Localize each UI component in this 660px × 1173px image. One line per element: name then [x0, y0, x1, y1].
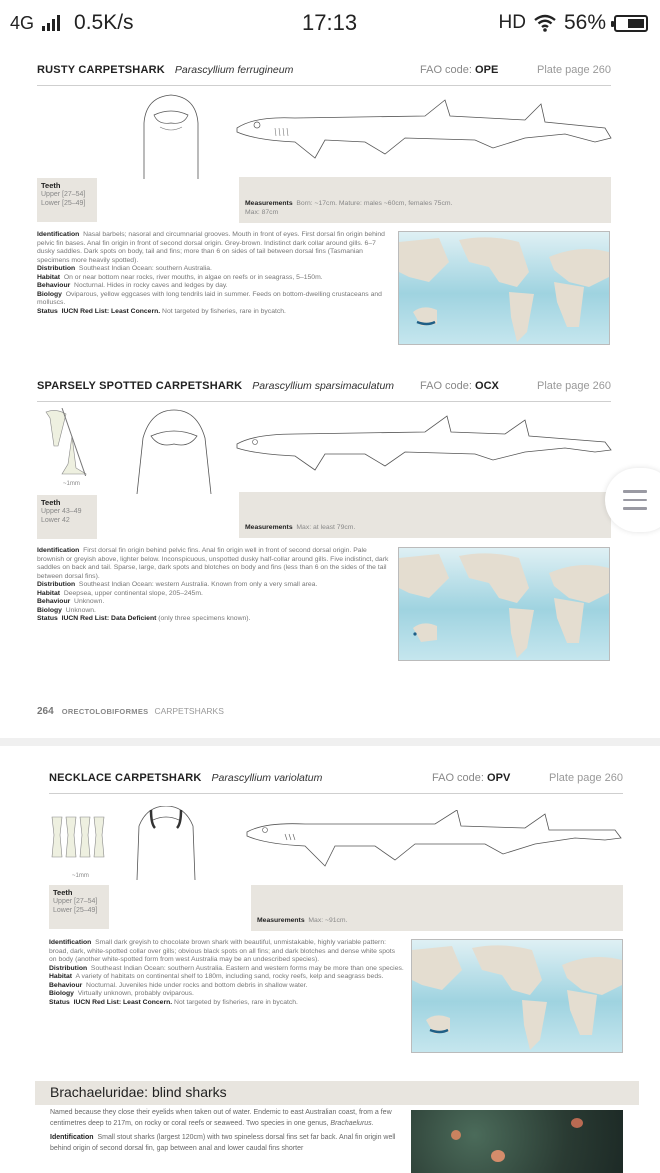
- hd-indicator: HD: [498, 12, 526, 33]
- fao-code: FAO code: OPE: [420, 64, 499, 76]
- family-description: Named because they close their eyelids when taken out of water. Endemic to east Australian coast, from a few centimetres deep to 217m, on rocky or coral reefs or seaweed. Two species in one genus, Brachaelurus. Identification Small stout sharks (largest 120cm) with two spineless dorsal fins set far back. Anal fin origin well behind origin of second dorsal fin, gap between anal and lower caudal fins shorter: [50, 1109, 396, 1152]
- page-number: 264: [37, 706, 54, 717]
- family-photo: [411, 1110, 623, 1173]
- plate-link[interactable]: Plate page 260: [548, 772, 623, 784]
- measurements-panel: Measurements Born: ~17cm. Mature: males ~60cm, females 75cm. Max: 87cm: [239, 177, 611, 223]
- species-description: Identification Small dark greyish to chocolate brown shark with beautiful, unmistakable, highly variable pattern: broad, dark, white-spotted collar over gills; obvious black spots on all fins; and dark blotches and dense white spots on body (another white-spotted form from west Australia may be an undescribed species). Distribution Southeast Indian Ocean: southern Australia. Eastern and western forms may be more than one species. Habitat A variety of habitats on continental shelf to 180m, including sand, rocky reefs, kelp and seagrass beds. Behaviour Nocturnal. Juveniles hide under rocks and bottom debris in shallow water. Biology Virtually unknown, probably oviparous. Status IUCN Red List: Least Concern. Not targeted by fisheries, rare in bycatch.: [49, 939, 404, 1006]
- group-name: CARPETSHARKS: [154, 706, 224, 716]
- measurements-panel: Measurements Max: at least 79cm.: [239, 492, 611, 538]
- shark-illustration: [235, 98, 615, 170]
- head-illustration: [140, 93, 202, 179]
- menu-icon: [623, 490, 647, 493]
- page-break: [0, 738, 660, 746]
- teeth-panel: Teeth Upper [27–54] Lower [25–49]: [37, 178, 97, 222]
- common-name: NECKLACE CARPETSHARK: [49, 772, 202, 784]
- range-marker: [413, 632, 416, 635]
- scientific-name: Parascyllium ferrugineum: [174, 64, 294, 76]
- species-header: [37, 380, 611, 402]
- clock: 17:13: [302, 10, 358, 35]
- distribution-map: [398, 231, 610, 345]
- species-description: Identification First dorsal fin origin behind pelvic fins. Anal fin origin well in front of second dorsal origin. Pale brownish or greyish above, lighter below. Inconspicuous, unspotted dusky half-collar around gills. Five indistinct, dark saddles on back and tail. Sparse, large, dark spots and blotches on body and fins (less than 6 on the sides of the tail between dorsal fins). Distribution Southeast Indian Ocean: western Australia. Known from only a very small area. Habitat Deepsea, upper continental slope, 205–245m. Behaviour Unknown. Biology Unknown. Status IUCN Red List: Data Deficient (only three specimens known).: [37, 547, 389, 622]
- menu-button[interactable]: [605, 468, 660, 532]
- signal-icon: [42, 15, 60, 31]
- teeth-illustration: [42, 408, 97, 476]
- teeth-panel: Teeth Upper [27–54] Lower [25–49]: [49, 885, 109, 929]
- species-description: Identification Nasal barbels; nasoral and circumnarial grooves. Mouth in front of eyes. First dorsal fin origin behind pelvic fin bases. Anal fin origin in front of second dorsal origin. Grey-brown. Indistinct dark collar around gills. 6–7 dusky saddles. Dark spots on body, tail and fins; more than 6 on sides of tail between dorsal fins (Tasmanian specimens more heavily spotted). Distribution Southeast Indian Ocean: southern Australia. Habitat On or near bottom near rocks, river mouths, in algae on reefs or in seagrass, 5–150m. Behaviour Nocturnal. Hides in rocky caves and ledges by day. Biology Oviparous, yellow eggcases with long tendrils laid in summer. Feeds on bottom-dwelling crustaceans and molluscs. Status IUCN Red List: Least Concern. Not targeted by fisheries, rare in bycatch.: [37, 231, 385, 315]
- head-illustration: [133, 806, 199, 880]
- status-bar: [0, 0, 660, 46]
- plate-link[interactable]: Plate page 260: [536, 64, 611, 76]
- teeth-panel: Teeth Upper 43–49 Lower 42: [37, 495, 97, 539]
- measurements-panel: Measurements Max: ~91cm.: [251, 885, 623, 931]
- scale-label: ~1mm: [63, 481, 80, 487]
- page-footer: [37, 706, 224, 717]
- distribution-map: [411, 939, 623, 1053]
- order-name: ORECTOLOBIFORMES: [61, 707, 149, 716]
- battery-percent: 56%: [563, 11, 606, 34]
- plate-link[interactable]: Plate page 260: [536, 380, 611, 392]
- family-header: Brachaeluridae: blind sharks: [35, 1081, 639, 1105]
- wifi-icon: [534, 14, 556, 32]
- fao-code: FAO code: OPV: [432, 772, 511, 784]
- common-name: RUSTY CARPETSHARK: [37, 64, 165, 76]
- scientific-name: Parascyllium variolatum: [211, 772, 323, 784]
- fao-code: FAO code: OCX: [420, 380, 499, 392]
- battery-icon: [614, 15, 648, 32]
- distribution-map: [398, 547, 610, 661]
- teeth-illustration: [50, 815, 106, 863]
- shark-illustration: [245, 810, 625, 870]
- head-illustration: [133, 408, 215, 496]
- network-type: 4G: [10, 12, 35, 33]
- species-header: [49, 772, 623, 794]
- shark-illustration: [235, 414, 615, 480]
- scale-label: ~1mm: [72, 873, 89, 879]
- common-name: SPARSELY SPOTTED CARPETSHARK: [37, 380, 243, 392]
- scientific-name: Parascyllium sparsimaculatum: [252, 380, 395, 392]
- network-speed: 0.5K/s: [74, 11, 134, 34]
- species-header: [37, 64, 611, 86]
